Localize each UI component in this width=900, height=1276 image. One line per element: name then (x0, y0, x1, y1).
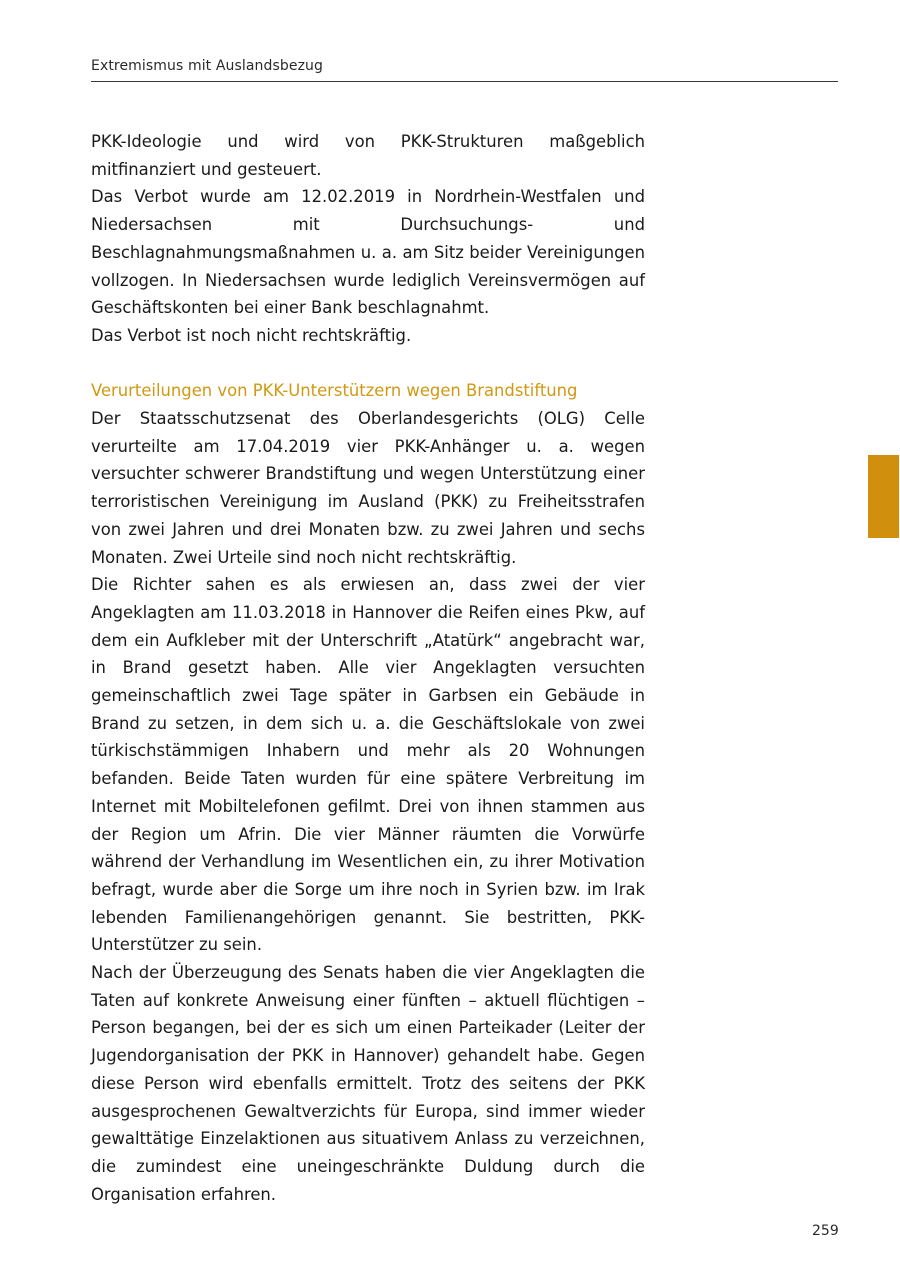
paragraph-3: Das Verbot ist noch nicht rechtskräftig. (91, 325, 412, 345)
page-number: 259 (812, 1223, 839, 1239)
section-heading: Verurteilungen von PKK-Unterstützern wegen Brandstiftung (91, 381, 578, 401)
chapter-side-tab (868, 455, 899, 538)
paragraph-1: PKK-Ideologie und wird von PKK-Strukturen maßgeblich mitfinanziert und gesteuert. (91, 132, 645, 179)
paragraph-6: Nach der Überzeugung des Senats haben die vier Angeklagten die Taten auf konkrete Anweisung einer fünften – aktuell flüchtigen – Person begangen, bei der es sich um einen Parteikader (Leiter der Jugendorganisation der PKK in Hannover) gehandelt habe. Gegen diese Person wird ebenfalls ermittelt. Trotz des seitens der PKK ausgesprochenen Gewaltverzichts für Europa, sind immer wieder gewalttätige Einzelaktionen aus situativem Anlass zu verzeichnen, die zumindest eine uneingeschränkte Duldung durch die Organisation erfahren. (91, 963, 645, 1204)
header-rule (91, 81, 838, 82)
paragraph-spacer (91, 350, 645, 378)
paragraph-5: Die Richter sahen es als erwiesen an, dass zwei der vier Angeklagten am 11.03.2018 in Hannover die Reifen eines Pkw, auf dem ein Aufkleber mit der Unterschrift „Atatürk“ angebracht war, in Brand gesetzt haben. Alle vier Angeklagten versuchten gemeinschaftlich zwei Tage später in Garbsen ein Gebäude in Brand zu setzen, in dem sich u. a. die Geschäftslokale von zwei türkischstämmigen Inhabern und mehr als 20 Wohnungen befanden. Beide Taten wurden für eine spätere Verbreitung im Internet mit Mobiltelefonen gefilmt. Drei von ihnen stammen aus der Region um Afrin. Die vier Männer räumten die Vorwürfe während der Verhandlung im Wesentlichen ein, zu ihrer Motivation befragt, wurde aber die Sorge um ihre noch in Syrien bzw. im Irak lebenden Familienangehörigen genannt. Sie bestritten, PKK-Unterstützer zu sein. (91, 575, 645, 955)
body-text (91, 128, 645, 1208)
paragraph-2: Das Verbot wurde am 12.02.2019 in Nordrhein-Westfalen und Niedersachsen mit Durchsuchungs- und Beschlagnahmungsmaßnahmen u. a. am Sitz beider Vereinigungen vollzogen. In Niedersachsen wurde lediglich Vereinsvermögen auf Geschäftskonten bei einer Bank beschlagnahmt. (91, 187, 645, 318)
paragraph-4: Der Staatsschutzsenat des Oberlandesgerichts (OLG) Celle verurteilte am 17.04.2019 vier PKK-Anhänger u. a. wegen versuchter schwerer Brandstiftung und wegen Unterstützung einer terroristischen Vereinigung im Ausland (PKK) zu Freiheitsstrafen von zwei Jahren und drei Monaten bzw. zu zwei Jahren und sechs Monaten. Zwei Urteile sind noch nicht rechtskräftig. (91, 409, 645, 567)
running-header: Extremismus mit Auslandsbezug (91, 58, 323, 74)
